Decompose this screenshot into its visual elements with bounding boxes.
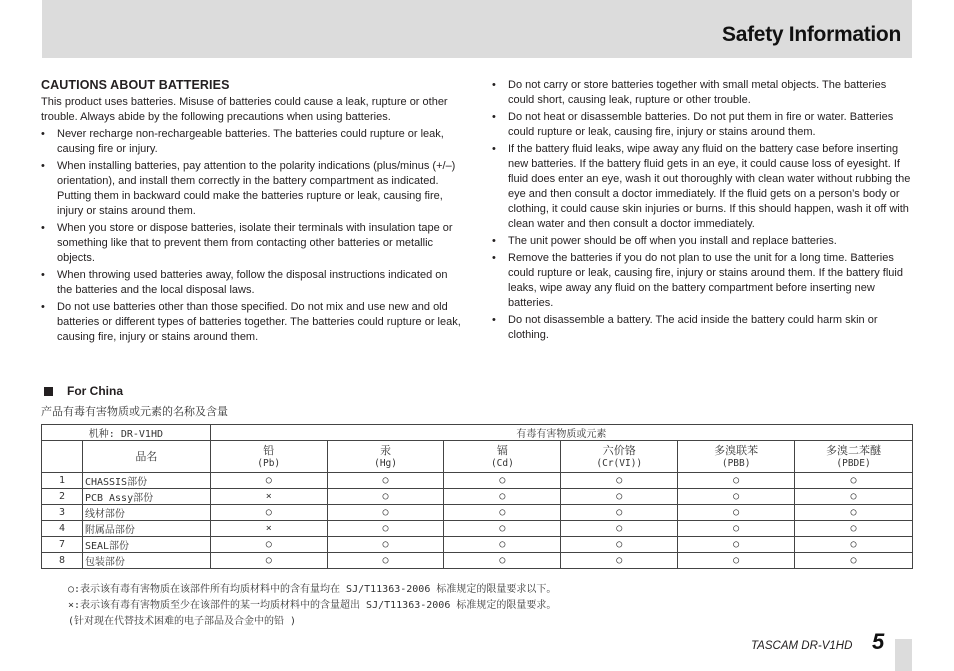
substance-header: 六价铬 (Cr(VI)) (561, 441, 678, 473)
substance-header: 多溴联苯 (PBB) (678, 441, 795, 473)
bullet-icon: • (41, 222, 45, 234)
left-column (41, 78, 461, 347)
page-title: Safety Information (722, 23, 901, 46)
table-row: 1 CHASSIS部份 ○ ○ ○ ○ ○ ○ (42, 473, 913, 489)
section-heading: CAUTIONS ABOUT BATTERIES (41, 78, 230, 92)
bullet-icon: • (492, 252, 496, 264)
left-bullet-list (41, 127, 461, 345)
footer-brand: TASCAM DR-V1HD (751, 640, 853, 652)
bullet-icon: • (492, 314, 496, 326)
bullet-icon: • (41, 128, 45, 140)
bullet-item: • Do not heat or disassemble batteries. Do not put them in fire or water. Batteries could rupture or leak, causing fire, injury or stains around them. (492, 111, 894, 138)
table-row: 3 线材部份 ○ ○ ○ ○ ○ ○ (42, 505, 913, 521)
bullet-item: • When throwing used batteries away, follow the disposal instructions indicated on the batteries and the local disposal laws. (41, 269, 448, 296)
table-header-row (42, 425, 913, 441)
bullet-item: • Do not use batteries other than those specified. Do not mix and use new and old batteries or different types of batteries together. The batteries could rupture or leak, causing fire, injury or stains around them. (41, 301, 461, 343)
substance-header: 汞 (Hg) (327, 441, 444, 473)
substance-header: 铅 (Pb) (210, 441, 327, 473)
bullet-item: • When installing batteries, pay attention to the polarity indications (plus/minus (+/–) orientation), and install them correctly in the battery compartment as indicated. Putting them in backward could make the batteries rupture or leak, causing fire, injury or stains around them. (41, 160, 456, 217)
table-row: 2 PCB Assy部份 × ○ ○ ○ ○ ○ (42, 489, 913, 505)
intro-paragraph: This product uses batteries. Misuse of batteries could cause a leak, rupture or other trouble. Always abide by the following precautions when using batteries. (41, 96, 448, 123)
bullet-icon: • (41, 160, 45, 172)
footer-tab (895, 639, 912, 671)
page-number: 5 (872, 629, 885, 654)
bullet-icon: • (41, 301, 45, 313)
note-line: ○:表示该有毒有害物质在该部件所有均质材料中的含有量均在 SJ/T11363-2006 标准规定的限量要求以下。 (68, 584, 557, 595)
table-row: 8 包装部份 ○ ○ ○ ○ ○ ○ (42, 553, 913, 569)
bullet-icon: • (41, 269, 45, 281)
note-line: (针对现在代替技术困难的电子部品及合金中的铅 ) (68, 616, 297, 627)
bullet-item: • Remove the batteries if you do not plan to use the unit for a long time. Batteries could rupture or leak, causing fire, injury or stains around them. If the battery fluid leaks, wipe away any fluid on the battery compartment before inserting new batteries. (492, 252, 903, 309)
bullet-item: • If the battery fluid leaks, wipe away any fluid on the battery case before inserting new batteries. If the battery fluid gets in an eye, it could cause loss of eyesight. If fluid does enter an eye, wash it out thoroughly with clean water without rubbing the eye and then consult a doctor immediately. If the fluid gets on a person’s body or clothing, it could cause skin injuries or burns. If this should happen, wash it off with clean water and then consult a doctor immediately. (492, 143, 911, 230)
bullet-item: • Do not disassemble a battery. The acid inside the battery could harm skin or clothing. (492, 314, 878, 341)
table-subheader-row (42, 441, 913, 473)
bullet-icon: • (492, 143, 496, 155)
square-bullet-icon (44, 387, 53, 396)
empty-cell (42, 441, 83, 473)
bullet-icon: • (492, 79, 496, 91)
hazardous-substances-table (41, 424, 913, 569)
bullet-item: • When you store or dispose batteries, isolate their terminals with insulation tape or something like that to prevent them from contacting other batteries or metallic objects. (41, 222, 453, 264)
table-row: 7 SEAL部份 ○ ○ ○ ○ ○ ○ (42, 537, 913, 553)
group-header-cell: 有毒有害物质或元素 (210, 425, 912, 441)
note-line: ×:表示该有毒有害物质至少在该部件的某一均质材料中的含量超出 SJ/T11363-2006 标准规定的限量要求。 (68, 600, 557, 611)
table-notes (68, 582, 556, 630)
substance-header: 镉 (Cd) (444, 441, 561, 473)
part-name-header: 品名 (82, 441, 210, 473)
model-cell: 机种: DR-V1HD (42, 425, 211, 441)
china-heading: For China (44, 384, 123, 398)
bullet-icon: • (492, 235, 496, 247)
header-band (42, 0, 912, 58)
bullet-icon: • (492, 111, 496, 123)
right-column (492, 78, 912, 345)
bullet-item: • Do not carry or store batteries together with small metal objects. The batteries could short, causing leak, rupture or other trouble. (492, 79, 887, 106)
china-subtitle: 产品有毒有害物质或元素的名称及含量 (41, 405, 228, 418)
table-row: 4 附属品部份 × ○ ○ ○ ○ ○ (42, 521, 913, 537)
bullet-item: • Never recharge non-rechargeable batteries. The batteries could rupture or leak, causing fire or injury. (41, 128, 444, 155)
bullet-item: • The unit power should be off when you install and replace batteries. (492, 235, 837, 247)
right-bullet-list (492, 78, 912, 343)
substance-header: 多溴二苯醚 (PBDE) (795, 441, 913, 473)
